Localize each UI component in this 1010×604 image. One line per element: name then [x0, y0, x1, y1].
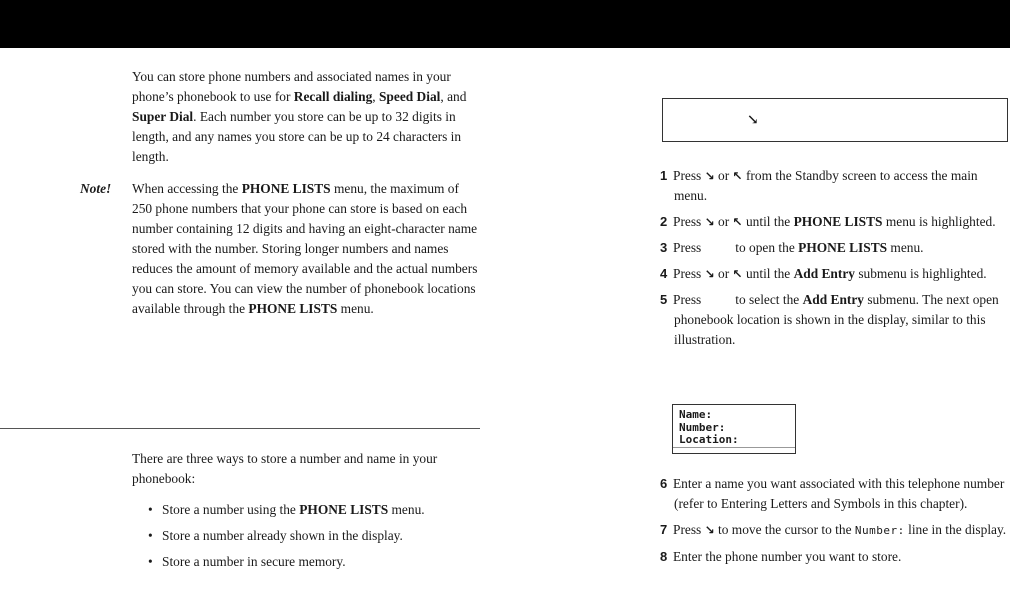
display-number-line: Number:	[679, 420, 726, 434]
step-1: 1 Press ↘ or ↖ from the Standby screen to access the main menu.	[660, 168, 978, 203]
steps-list-continued	[660, 474, 1008, 573]
up-arrow-icon: ↖	[732, 169, 743, 183]
phone-display-illustration	[672, 404, 796, 454]
down-arrow-icon: ↘	[704, 267, 715, 281]
shortcut-box	[662, 98, 1008, 142]
list-item: • Store a number in secure memory.	[148, 552, 488, 572]
display-name-line: Name:	[679, 408, 713, 421]
ways-intro: There are three ways to store a number and name in your phonebook:	[132, 451, 438, 486]
display-divider	[673, 447, 795, 448]
steps-list	[660, 166, 1008, 356]
step-2: 2 Press ↘ or ↖ until the PHONE LISTS menu is highlighted.	[660, 214, 996, 229]
down-arrow-icon: ↘	[704, 523, 715, 537]
ways-list	[148, 500, 488, 578]
step-5: 5 Press to select the Add Entry submenu. The next open phonebook location is shown in the display, similar to this illustration.	[660, 292, 999, 347]
step-3: 3 Press to open the PHONE LISTS menu.	[660, 240, 924, 255]
step-7: 7 Press ↘ to move the cursor to the Number: line in the display.	[660, 522, 1007, 537]
down-arrow-icon: ↘	[747, 113, 759, 128]
list-item: • Store a number using the PHONE LISTS menu.	[148, 500, 488, 520]
section-divider	[0, 428, 480, 429]
up-arrow-icon: ↖	[732, 215, 743, 229]
display-location-line: Location:	[679, 433, 739, 446]
note-label: Note!	[80, 181, 112, 196]
step-6: 6 Enter a name you want associated with this telephone number (refer to Entering Letters and Symbols in this chapter).	[660, 476, 1005, 511]
up-arrow-icon: ↖	[732, 267, 743, 281]
lcd-number-label: Number:	[854, 524, 905, 537]
header-bar	[0, 0, 1010, 48]
step-4: 4 Press ↘ or ↖ until the Add Entry submenu is highlighted.	[660, 266, 987, 281]
down-arrow-icon: ↘	[704, 169, 715, 183]
down-arrow-icon: ↘	[704, 215, 715, 229]
intro-paragraph: You can store phone numbers and associated names in your phone’s phonebook to use for Recall dialing, Speed Dial, and Super Dial. Each number you store can be up to 32 digits in length, and any names you store can be up to 24 characters in length.	[132, 69, 467, 164]
list-item: • Store a number already shown in the display.	[148, 526, 488, 546]
step-8: 8 Enter the phone number you want to store.	[660, 549, 902, 564]
note-paragraph: When accessing the PHONE LISTS menu, the maximum of 250 phone numbers that your phone can store is based on each number containing 12 digits and having an eight-character name stored with the number. Storing longer numbers and names reduces the amount of memory available and the actual numbers you can store. You can view the number of phonebook locations available through the PHONE LISTS menu.	[132, 181, 478, 316]
